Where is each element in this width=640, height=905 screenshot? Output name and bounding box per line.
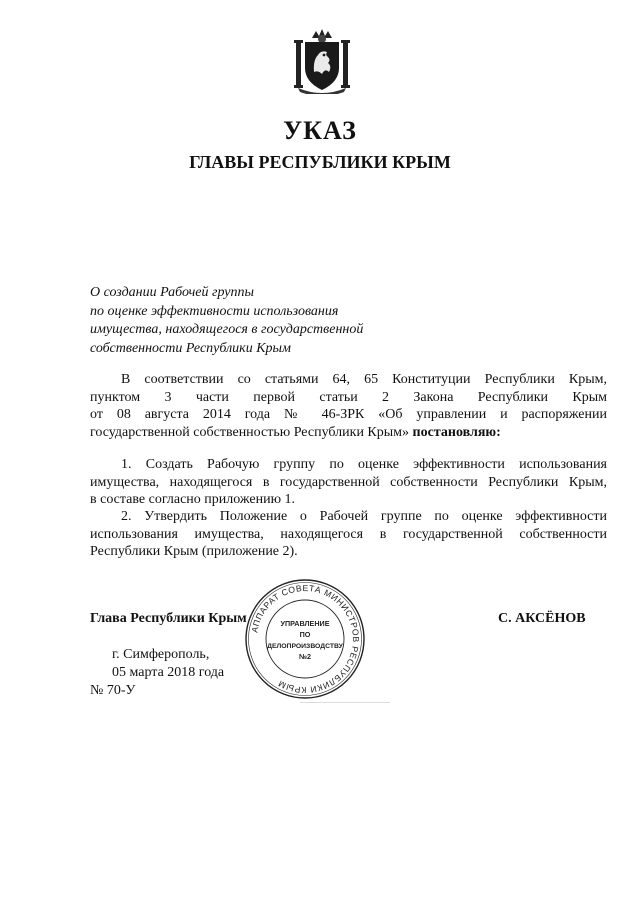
divider (300, 702, 390, 703)
document-title: УКАЗ (283, 116, 357, 145)
stamp-center-line: УПРАВЛЕНИЕ (280, 619, 330, 628)
stamp-center-line: ДЕЛОПРОИЗВОДСТВУ (267, 643, 343, 650)
subject-line: собственности Республики Крым (90, 340, 291, 356)
stamp-center-line: №2 (298, 652, 312, 661)
coat-of-arms-icon (294, 28, 350, 94)
signatory-name: С. АКСЁНОВ (498, 611, 586, 626)
document-subtitle: ГЛАВЫ РЕСПУБЛИКИ КРЫМ (189, 152, 451, 172)
item-line: имущества, находящегося в государственной собственности Республики Крым, (90, 474, 607, 490)
decree-word: постановляю: (412, 424, 501, 440)
stamp-center-line: ПО (299, 630, 311, 639)
preamble-line: В соответствии со статьями 64, 65 Конституции Республики Крым, (121, 372, 607, 387)
preamble-last-line (90, 424, 607, 442)
item-line: 2. Утвердить Положение о Рабочей группе по оценке эффективности (121, 509, 607, 524)
place-city: г. Симферополь, (112, 647, 210, 662)
decree-number: № 70-У (90, 683, 136, 698)
preamble-line: пунктом 3 части первой статьи 2 Закона Республики Крым (90, 389, 607, 405)
document-subject (90, 284, 363, 358)
decree-item-1 (90, 456, 607, 509)
item-line: в составе согласно приложению 1. (90, 492, 296, 507)
preamble-line: от 08 августа 2014 года № 46-ЗРК «Об управлении и распоряжении (90, 407, 607, 422)
decree-item-2 (90, 508, 607, 561)
official-stamp (244, 578, 366, 700)
item-line: 1. Создать Рабочую группу по оценке эффективности использования (121, 457, 607, 472)
subject-line: имущества, находящегося в государственной (90, 322, 364, 337)
item-line: использования имущества, находящегося в государственной собственности (90, 526, 607, 542)
signatory-position: Глава Республики Крым (90, 611, 247, 626)
preamble (90, 371, 607, 441)
preamble-line: государственной собственностью Республики Крым» (90, 424, 410, 440)
subject-line: по оценке эффективности использования (90, 303, 339, 319)
decree-date: 05 марта 2018 года (112, 665, 225, 680)
stamp-ring-text: АППАРАТ СОВЕТА МИНИСТРОВ РЕСПУБЛИКИ КРЫМ (249, 582, 362, 696)
item-line: Республики Крым (приложение 2). (90, 544, 298, 559)
subject-line: О создании Рабочей группы (90, 285, 254, 300)
